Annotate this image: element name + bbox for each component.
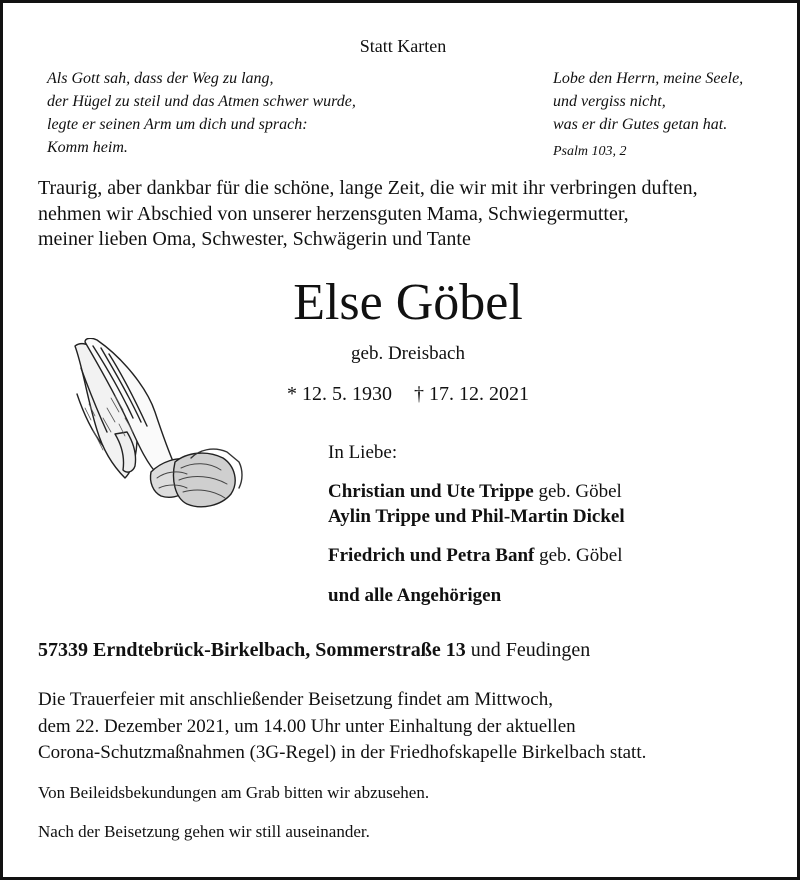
condolence-note: Von Beileidsbekundungen am Grab bitten wir abzusehen. (38, 783, 430, 802)
poem-left (47, 67, 356, 159)
mourner-names: und alle Angehörigen (328, 585, 502, 606)
ceremony-text (38, 687, 646, 767)
ceremony-line: Die Trauerfeier mit anschließender Beisetzung findet am Mittwoch, (38, 689, 553, 710)
poem-left-line: Als Gott sah, dass der Weg zu lang, (47, 70, 274, 87)
mourner-names: Christian und Ute Trippe (328, 481, 534, 502)
poem-left-line: Komm heim. (47, 139, 128, 156)
ceremony-line: Corona-Schutzmaßnahmen (3G-Regel) in der Friedhofskapelle Birkelbach statt. (38, 742, 647, 763)
farewell-note: Nach der Beisetzung gehen wir still auseinander. (38, 822, 370, 841)
poem-left-line: der Hügel zu steil und das Atmen schwer wurde, (47, 93, 356, 110)
death-date: † 17. 12. 2021 (414, 383, 529, 405)
intro-line: Traurig, aber dankbar für die schöne, lange Zeit, die wir mit ihr verbringen duften, (38, 177, 698, 199)
psalm-line: was er dir Gutes getan hat. (553, 116, 728, 133)
poem-left-line: legte er seinen Arm um dich und sprach: (47, 116, 308, 133)
praying-hands-icon (63, 338, 248, 523)
birth-date: * 12. 5. 1930 (287, 383, 392, 405)
ceremony-line: dem 22. Dezember 2021, um 14.00 Uhr unter Einhaltung der aktuellen (38, 715, 576, 737)
mourner-suffix: geb. Göbel (538, 481, 622, 502)
psalm-line: und vergiss nicht, (553, 93, 666, 110)
address-line (38, 639, 590, 662)
mourner-line-3 (328, 545, 622, 567)
intro-line: meiner lieben Oma, Schwester, Schwägerin und Tante (38, 228, 471, 250)
psalm-reference: Psalm 103, 2 (553, 144, 627, 159)
address-suffix: und Feudingen (470, 639, 591, 661)
intro-text (38, 176, 698, 253)
deceased-name: Else Göbel (293, 274, 523, 331)
mourner-line-1 (328, 481, 622, 503)
psalm-quote (553, 67, 743, 163)
mourner-line-4 (328, 585, 501, 607)
intro-line: nehmen wir Abschied von unserer herzensguten Mama, Schwiegermutter, (38, 202, 629, 225)
mourner-names: Aylin Trippe und Phil-Martin Dickel (328, 506, 625, 527)
mourner-names: Friedrich und Petra Banf (328, 545, 535, 566)
header-statt-karten: Statt Karten (359, 36, 447, 56)
mourner-line-2 (328, 506, 625, 528)
maiden-name: geb. Dreisbach (351, 343, 465, 364)
in-liebe-label: In Liebe: (328, 442, 398, 463)
address-main: 57339 Erndtebrück-Birkelbach, Sommerstraße 13 (38, 639, 466, 661)
psalm-line: Lobe den Herrn, meine Seele, (553, 70, 744, 87)
mourner-suffix: geb. Göbel (539, 545, 623, 566)
